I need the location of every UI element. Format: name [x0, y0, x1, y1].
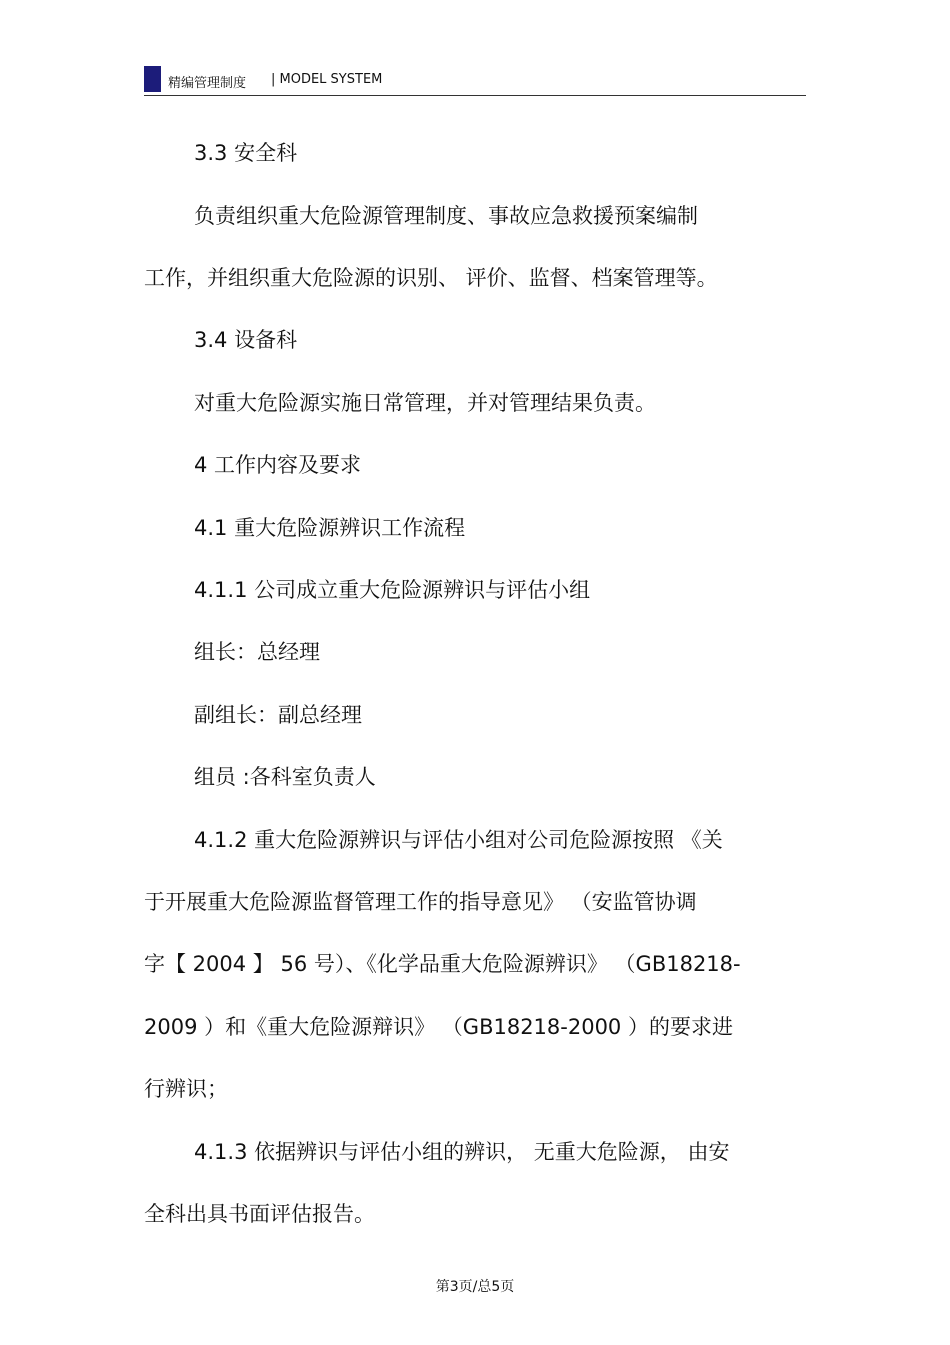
page-number: 第3页/总5页 [435, 1279, 515, 1295]
heading-4-1-1: 4.1.1 公司成立重大危险源辨识与评估小组 [194, 578, 591, 602]
paragraph-line: 字【 2004 】 56 号）、《化学品重大危险源辨识》 （GB18218- [144, 952, 741, 976]
header-brand: 精编管理制度 [168, 76, 247, 91]
paragraph-line: 对重大危险源实施日常管理，并对管理结果负责。 [194, 391, 656, 415]
paragraph-line: 负责组织重大危险源管理制度、事故应急救援预案编制 [194, 204, 698, 228]
header-model-system: | MODEL SYSTEM [271, 72, 383, 87]
heading-4-1: 4.1 重大危险源辨识工作流程 [194, 516, 466, 540]
heading-4: 4 工作内容及要求 [194, 453, 362, 477]
group-leader-line: 组长：总经理 [194, 640, 320, 664]
page-header [144, 64, 806, 96]
paragraph-line: 4.1.3 依据辨识与评估小组的辨识， 无重大危险源， 由安 [194, 1140, 730, 1164]
paragraph-line: 4.1.2 重大危险源辨识与评估小组对公司危险源按照 《关 [194, 828, 723, 852]
paragraph-line: 全科出具书面评估报告。 [144, 1202, 375, 1226]
deputy-leader-line: 副组长：副总经理 [194, 703, 362, 727]
paragraph-line: 行辨识； [144, 1077, 228, 1101]
paragraph-line: 工作，并组织重大危险源的识别、 评价、监督、档案管理等。 [144, 266, 718, 290]
logo-icon [144, 66, 161, 92]
members-line: 组员 :各科室负责人 [194, 765, 376, 789]
paragraph-line: 于开展重大危险源监督管理工作的指导意见》 （安监管协调 [144, 890, 697, 914]
heading-3-4: 3.4 设备科 [194, 328, 298, 352]
heading-3-3: 3.3 安全科 [194, 141, 298, 165]
paragraph-line: 2009 ）和《重大危险源辩识》 （GB18218-2000 ）的要求进 [144, 1015, 733, 1039]
